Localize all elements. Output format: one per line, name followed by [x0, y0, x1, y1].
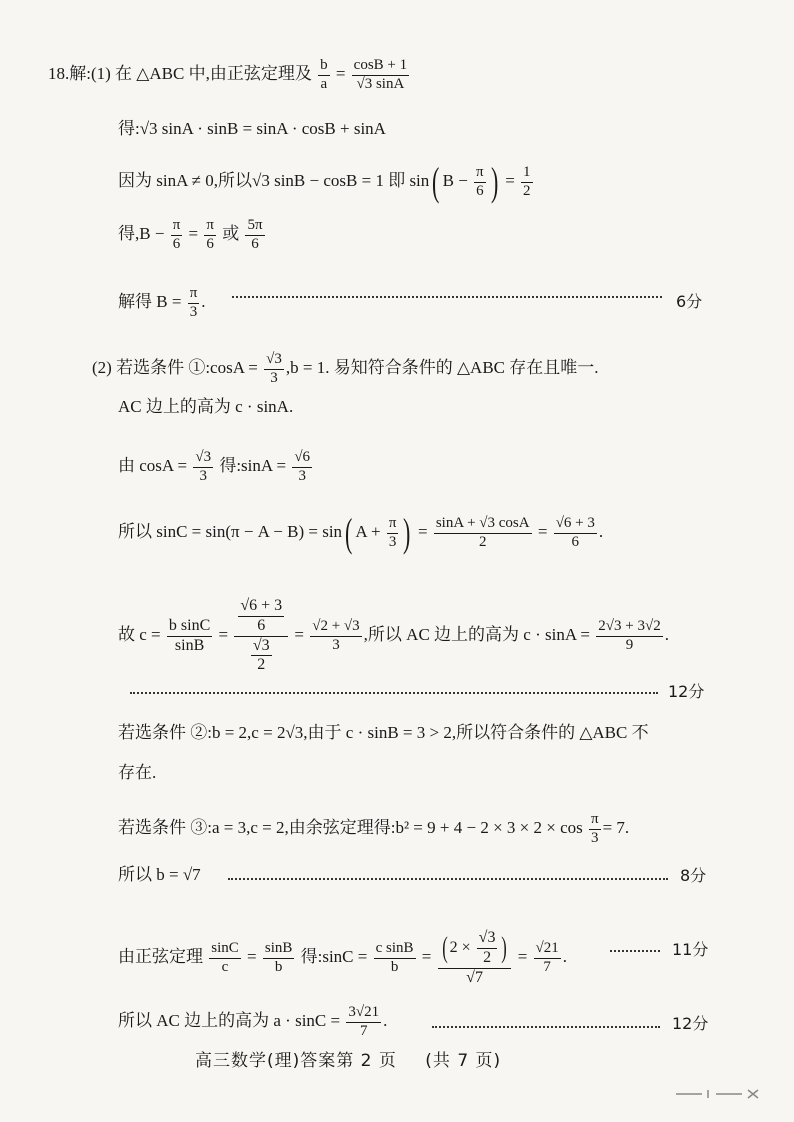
frac-den: 7 — [359, 1022, 368, 1039]
frac-num: √3 — [264, 352, 284, 370]
frac-num: √6 — [292, 450, 312, 468]
frac-num: √6 + 3 — [554, 516, 597, 534]
frac-den: 2 — [523, 182, 531, 199]
frac-num: π — [474, 165, 486, 183]
frac-num: c sinB — [374, 941, 416, 959]
q18-line-2 — [118, 120, 386, 137]
frac-den: b — [274, 958, 283, 975]
line-text: 所以 AC 边上的高为 a · sinC = — [118, 1011, 341, 1031]
cond3-line-4 — [118, 1005, 387, 1040]
line-text: AC 边上的高为 c · sinA. — [118, 397, 294, 416]
dotted-leader — [610, 950, 660, 952]
bsinc-over-sinb-fraction — [167, 618, 212, 655]
frac-den: 6 — [476, 182, 484, 199]
line-text: 得,B − — [118, 224, 165, 244]
q18-header-text: 18.解:(1) 在 △ABC 中,由正弦定理及 — [48, 64, 312, 84]
dotted-leader — [228, 878, 668, 880]
equals: = — [188, 224, 199, 244]
dotted-leader — [130, 692, 658, 694]
cond3-line-3 — [118, 930, 567, 986]
frac-den: 3 — [332, 636, 340, 653]
frac-den: 6 — [571, 533, 580, 550]
pi-over-3-fraction — [387, 516, 399, 551]
frac-num: √6 + 3 — [238, 598, 284, 617]
frac-num: √3 — [193, 450, 213, 468]
paren-inner: A + — [355, 521, 381, 541]
part2-line-5 — [118, 598, 669, 674]
period: . — [664, 625, 669, 644]
frac-num: π — [188, 286, 200, 304]
footer-total-pages: (共 7 页) — [425, 1051, 502, 1071]
footer-page-label: 高三数学(理)答案第 2 页 — [195, 1051, 397, 1071]
score-12-final: 12分 — [672, 1014, 709, 1033]
frac-num: π — [589, 812, 601, 830]
frac-den: 2 — [483, 948, 492, 966]
5pi-over-6-fraction — [245, 218, 264, 253]
frac-den: 3 — [591, 829, 599, 846]
equals: = — [517, 947, 528, 967]
frac-num: √3 — [477, 930, 498, 949]
line-text: 得:sinC = — [300, 947, 368, 967]
frac-den: a — [320, 75, 328, 92]
page-footer — [195, 1046, 523, 1071]
or-text: 或 — [222, 224, 240, 244]
line-text: = 7. — [602, 818, 630, 838]
q18-header — [48, 58, 411, 93]
pi-over-3-fraction — [589, 812, 601, 847]
part2-line-3 — [118, 450, 314, 485]
sqrt6-over-3-fraction — [292, 450, 312, 485]
frac-num: √3 — [251, 638, 272, 657]
frac-den: 2 — [257, 656, 266, 674]
equals: = — [247, 947, 257, 967]
b-over-a-fraction — [318, 58, 330, 93]
q18-line-4 — [118, 218, 267, 253]
frac-num: sinB — [263, 941, 295, 959]
pi-over-6-fraction — [474, 165, 486, 200]
sin-sum-fraction — [434, 516, 532, 551]
corner-watermark-icon — [672, 1086, 772, 1102]
frac-den: b — [390, 958, 399, 975]
line-text: 所以 b = √7 — [118, 865, 201, 884]
equals: = — [421, 947, 432, 967]
score-12: 12分 — [668, 682, 705, 701]
line-text: 得:sinA = — [219, 456, 287, 476]
frac-den: √7 — [466, 968, 483, 986]
frac-num: π — [171, 218, 183, 236]
sinc-over-c-fraction — [209, 941, 241, 976]
csinb-over-b-fraction — [374, 941, 416, 976]
sqrt3-over-3-fraction — [193, 450, 213, 485]
frac-den: 3 — [298, 467, 306, 484]
frac-num: 2√3 + 3√2 — [596, 619, 662, 637]
frac-num: b sinC — [167, 618, 212, 637]
half-fraction — [521, 165, 533, 200]
line-text: 得:√3 sinA · sinB = sinA · cosB + sinA — [118, 119, 386, 138]
pi-over-6-fraction — [204, 218, 216, 253]
pi-over-3-fraction — [188, 286, 200, 321]
frac-num: 1 — [521, 165, 533, 183]
period: . — [383, 1011, 388, 1031]
cosb-fraction — [352, 58, 409, 93]
line-text: (2) 若选条件 ①:cosA = — [92, 358, 258, 378]
period: . — [598, 521, 604, 541]
frac-num: π — [387, 516, 399, 534]
cond2-line-2 — [118, 764, 156, 781]
frac-den: 3 — [189, 303, 198, 320]
frac-num: sinA + √3 cosA — [434, 516, 532, 534]
frac-den: 6 — [257, 616, 266, 634]
sinb-over-b-fraction — [263, 941, 295, 976]
inner-fraction — [251, 638, 272, 675]
frac-den: 3 — [270, 369, 278, 386]
frac-den: 3 — [199, 467, 207, 484]
paren-over-sqrt7-fraction — [438, 930, 512, 986]
frac-den: 6 — [251, 235, 259, 252]
frac-den: 9 — [625, 636, 634, 653]
frac-num: 5π — [245, 218, 264, 236]
line-text: ,b = 1. 易知符合条件的 △ABC 存在且唯一. — [285, 358, 599, 378]
frac-den: 6 — [206, 235, 214, 252]
paren-inner: B − — [442, 170, 468, 190]
part2-line-1 — [92, 352, 599, 387]
complex-den — [247, 637, 276, 675]
q18-line-5 — [118, 286, 206, 321]
frac-den: √3 sinA — [356, 75, 405, 92]
frac-num: cosB + 1 — [352, 58, 409, 76]
period: . — [201, 292, 206, 312]
frac-num: √21 — [534, 941, 561, 959]
frac-den: 6 — [172, 235, 181, 252]
sqrt21-over-7-fraction — [534, 941, 561, 976]
line-text: 若选条件 ②:b = 2,c = 2√3,由于 c · sinB = 3 > 2,所以符合条件的 △ABC 不 — [118, 723, 649, 742]
part2-line-4: 所以 sinC = sin(π − A − B) = sin( A + $\frac{\pi}{3}$ ) = $\frac{\sin A + √3 \cos A}{2}$ = $\frac{√6 + 3}{6}$ . — [118, 510, 604, 555]
height-result-fraction — [596, 619, 662, 654]
complex-num — [234, 598, 288, 637]
frac-den: 2 — [478, 533, 487, 550]
dotted-leader — [432, 1026, 660, 1028]
sqrt2-plus-sqrt3-fraction — [310, 619, 361, 654]
frac-den: 7 — [543, 958, 551, 975]
line-text: 由正弦定理 — [118, 947, 203, 967]
line-text: 因为 sinA ≠ 0,所以√3 sinB − cosB = 1 即 sin — [118, 170, 430, 190]
equals: = — [505, 170, 515, 190]
equals: = — [294, 625, 304, 644]
frac-num: sinC — [209, 941, 241, 959]
score-6: 6分 — [676, 292, 703, 311]
line-text: 若选条件 ③:a = 3,c = 2,由余弦定理得:b² = 9 + 4 − 2 × 3 × 2 × cos — [118, 818, 583, 838]
frac-num: 3√21 — [346, 1005, 381, 1023]
paren-num: ( 2 × $\frac{√3}{2}$ ) — [438, 930, 512, 969]
line-text: 存在. — [118, 763, 157, 782]
score-11: 11分 — [672, 940, 709, 959]
part2-line-2 — [118, 398, 293, 415]
cond3-line-1 — [118, 812, 629, 847]
frac-num: b — [318, 58, 330, 76]
sqrt6-plus-3-fraction — [554, 516, 597, 551]
score-8: 8分 — [680, 866, 707, 885]
line-text: 由 cosA = — [118, 456, 188, 476]
cond2-line-1 — [118, 724, 649, 741]
pi-over-6-fraction — [171, 218, 183, 253]
inner-fraction — [238, 598, 284, 635]
period: . — [562, 947, 568, 967]
line-text: 所以 sinC = sin(π − A − B) = sin — [118, 521, 343, 541]
line-text: 2 × — [449, 938, 471, 956]
frac-num: √2 + √3 — [310, 619, 361, 637]
sqrt3-over-2-fraction — [477, 930, 498, 967]
equals: = — [417, 521, 428, 541]
line-text: ,所以 AC 边上的高为 c · sinA = — [363, 625, 591, 644]
3sqrt21-over-7-fraction — [346, 1005, 381, 1040]
frac-den: c — [221, 958, 229, 975]
sqrt3-over-3-fraction — [264, 352, 284, 387]
equals: = — [335, 64, 346, 84]
frac-den: sinB — [174, 636, 205, 654]
q18-line-3: 因为 sinA ≠ 0,所以√3 sinB − cosB = 1 即 sin( B − $\frac{\pi}{6}$ ) = $\frac{1}{2}$ — [118, 159, 531, 204]
frac-den: 3 — [388, 533, 397, 550]
complex-fraction — [234, 598, 288, 674]
frac-num: π — [204, 218, 216, 236]
cond3-line-2 — [118, 866, 201, 883]
equals: = — [537, 521, 548, 541]
line-text: 解得 B = — [118, 292, 182, 312]
line-text: 故 c = — [118, 625, 161, 644]
dotted-leader — [232, 296, 662, 298]
equals: = — [218, 625, 229, 644]
